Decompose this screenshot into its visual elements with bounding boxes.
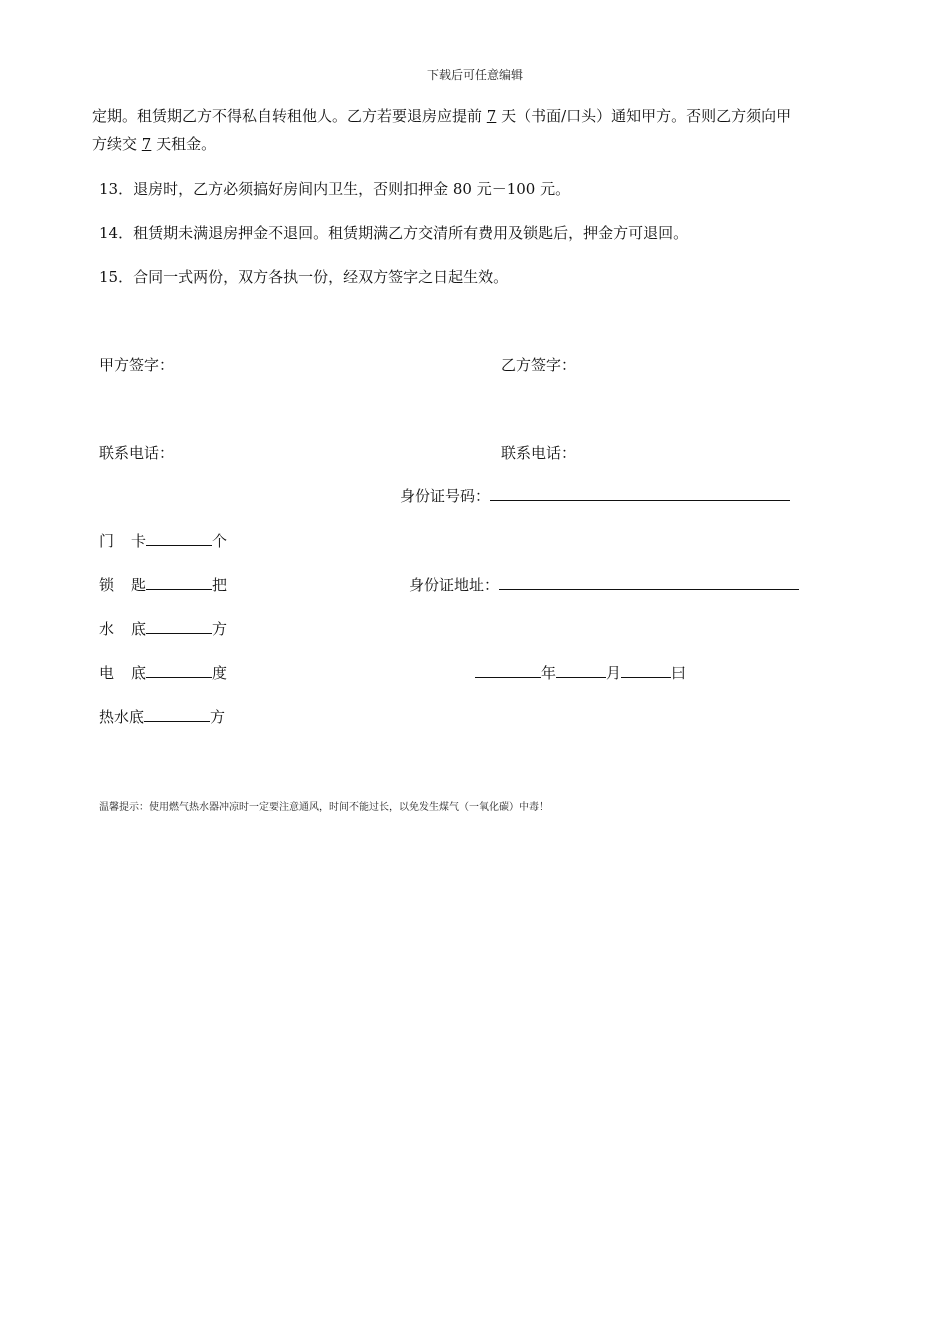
card-blank xyxy=(146,530,212,546)
party-b-phone-label: 联系电话： xyxy=(501,444,577,462)
water-reading-row xyxy=(99,615,227,643)
electricity-reading-row xyxy=(99,659,227,687)
card-label-a: 门 xyxy=(99,532,115,550)
date-field xyxy=(475,659,686,687)
id-number-field xyxy=(400,482,790,510)
key-unit: 把 xyxy=(212,576,228,594)
electricity-blank xyxy=(146,662,212,678)
year-blank xyxy=(475,662,541,678)
clause-14: 14．租赁期未满退房押金不退回。租赁期满乙方交清所有费用及锁匙后，押金方可退回。 xyxy=(99,224,689,242)
id-address-blank xyxy=(499,574,799,590)
card-unit: 个 xyxy=(212,532,228,550)
year-label: 年 xyxy=(541,664,557,682)
page-header: 下载后可任意编辑 xyxy=(426,68,523,82)
water-blank xyxy=(146,618,212,634)
month-label: 月 xyxy=(606,664,622,682)
id-number-label: 身份证号码： xyxy=(400,487,491,505)
day-label: 曰 xyxy=(671,664,687,682)
hot-water-blank xyxy=(144,706,210,722)
rent-days: 7 xyxy=(141,135,152,153)
hot-water-reading-row xyxy=(99,703,225,731)
party-a-phone-label: 联系电话： xyxy=(99,444,175,462)
electricity-label-a: 电 xyxy=(99,664,115,682)
party-a-signature-label: 甲方签字： xyxy=(99,356,175,374)
key-label-a: 锁 xyxy=(99,576,115,594)
safety-tip: 温馨提示：使用燃气热水器冲凉时一定要注意通风，时间不能过长，以免发生煤气（一氧化碳）中毒！ xyxy=(99,802,549,813)
water-label-a: 水 xyxy=(99,620,115,638)
key-label-b: 匙 xyxy=(131,576,147,594)
clause-15: 15．合同一式两份，双方各执一份，经双方签字之日起生效。 xyxy=(99,268,509,286)
month-blank xyxy=(556,662,606,678)
clause-12-line2 xyxy=(92,130,216,158)
clause-12-text-b: 天（书面/口头）通知甲方。否则乙方须向甲 xyxy=(496,107,792,125)
key-blank xyxy=(146,574,212,590)
id-address-field xyxy=(409,571,799,599)
id-address-label: 身份证地址： xyxy=(409,576,500,594)
day-blank xyxy=(621,662,671,678)
clause-12-line1 xyxy=(92,102,791,130)
clause-12-text-c: 方续交 xyxy=(92,135,142,153)
id-number-blank xyxy=(490,485,790,501)
water-label-b: 底 xyxy=(131,620,147,638)
clause-12-text-d: 天租金。 xyxy=(151,135,217,153)
clause-12-text-a: 定期。租赁期乙方不得私自转租他人。乙方若要退房应提前 xyxy=(92,107,487,125)
clause-13: 13．退房时，乙方必须搞好房间内卫生，否则扣押金 80 元－100 元。 xyxy=(99,180,571,198)
hot-water-unit: 方 xyxy=(210,708,226,726)
electricity-unit: 度 xyxy=(212,664,228,682)
key-count-row xyxy=(99,571,227,599)
electricity-label-b: 底 xyxy=(131,664,147,682)
card-label-b: 卡 xyxy=(131,532,147,550)
party-b-signature-label: 乙方签字： xyxy=(501,356,577,374)
notice-days: 7 xyxy=(486,107,497,125)
card-count-row xyxy=(99,527,227,555)
water-unit: 方 xyxy=(212,620,228,638)
hot-water-label: 热水底 xyxy=(99,708,145,726)
